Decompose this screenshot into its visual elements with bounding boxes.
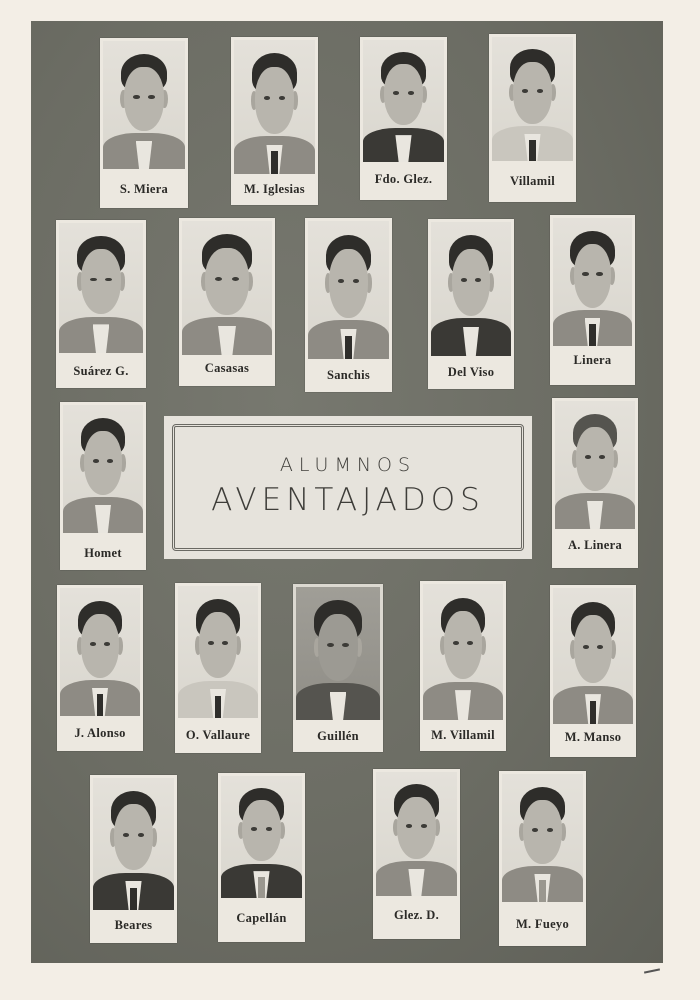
student-name: M. Villamil [431, 728, 495, 742]
student-name: Homet [84, 546, 122, 560]
student-name: M. Fueyo [515, 917, 570, 931]
student-portrait [63, 405, 143, 533]
student-card [90, 775, 177, 943]
student-card [305, 218, 392, 392]
student-portrait [103, 41, 185, 169]
student-name: Glez. D. [393, 908, 440, 922]
student-card [360, 37, 447, 200]
student-card [499, 771, 586, 946]
student-card [218, 773, 305, 942]
pencil-mark [644, 968, 660, 973]
title-line-2: AVENTAJADOS [211, 482, 485, 518]
student-name: Sanchis [326, 368, 371, 382]
student-portrait [555, 401, 635, 529]
student-portrait [60, 588, 140, 716]
student-card [57, 585, 143, 751]
student-name: A. Linera [567, 538, 623, 552]
student-name: M. Iglesias [244, 182, 305, 196]
student-name: Fdo. Glez. [374, 172, 433, 186]
student-name: Villamil [510, 174, 555, 188]
student-card [231, 37, 318, 205]
student-name: Beares [114, 918, 153, 932]
student-card [293, 584, 383, 752]
student-name: O. Vallaure [185, 728, 251, 742]
student-portrait [502, 774, 583, 902]
student-card [373, 769, 460, 939]
student-portrait [178, 586, 258, 718]
student-card [175, 583, 261, 753]
student-card [100, 38, 188, 208]
student-portrait [363, 40, 444, 162]
student-portrait [59, 223, 143, 353]
student-name: Del Viso [447, 365, 495, 379]
student-portrait [431, 222, 511, 356]
student-portrait [423, 584, 503, 720]
student-portrait [492, 37, 573, 161]
student-card [552, 398, 638, 568]
title-line-1: ALUMNOS [279, 454, 417, 476]
student-portrait [376, 772, 457, 896]
student-name: Suárez G. [73, 364, 129, 378]
student-portrait [308, 221, 389, 359]
student-card [56, 220, 146, 388]
student-portrait [182, 221, 272, 355]
student-card [428, 219, 514, 389]
student-name: Guillén [293, 720, 383, 752]
student-portrait [221, 776, 302, 898]
student-name: J. Alonso [74, 726, 126, 740]
student-card [550, 215, 635, 385]
student-portrait [93, 778, 174, 910]
student-name: Linera [573, 353, 612, 367]
student-card [60, 402, 146, 570]
student-portrait [553, 218, 632, 346]
student-name: Capellán [236, 911, 287, 925]
student-name: S. Miera [119, 182, 169, 196]
student-card [420, 581, 506, 751]
student-name: M. Manso [564, 730, 622, 744]
student-name: Casasas [204, 361, 250, 375]
student-card [550, 585, 636, 757]
title-card [164, 416, 532, 559]
student-portrait [234, 40, 315, 174]
student-card [179, 218, 275, 386]
student-portrait [553, 588, 633, 724]
student-portrait [296, 587, 380, 721]
student-card [489, 34, 576, 202]
